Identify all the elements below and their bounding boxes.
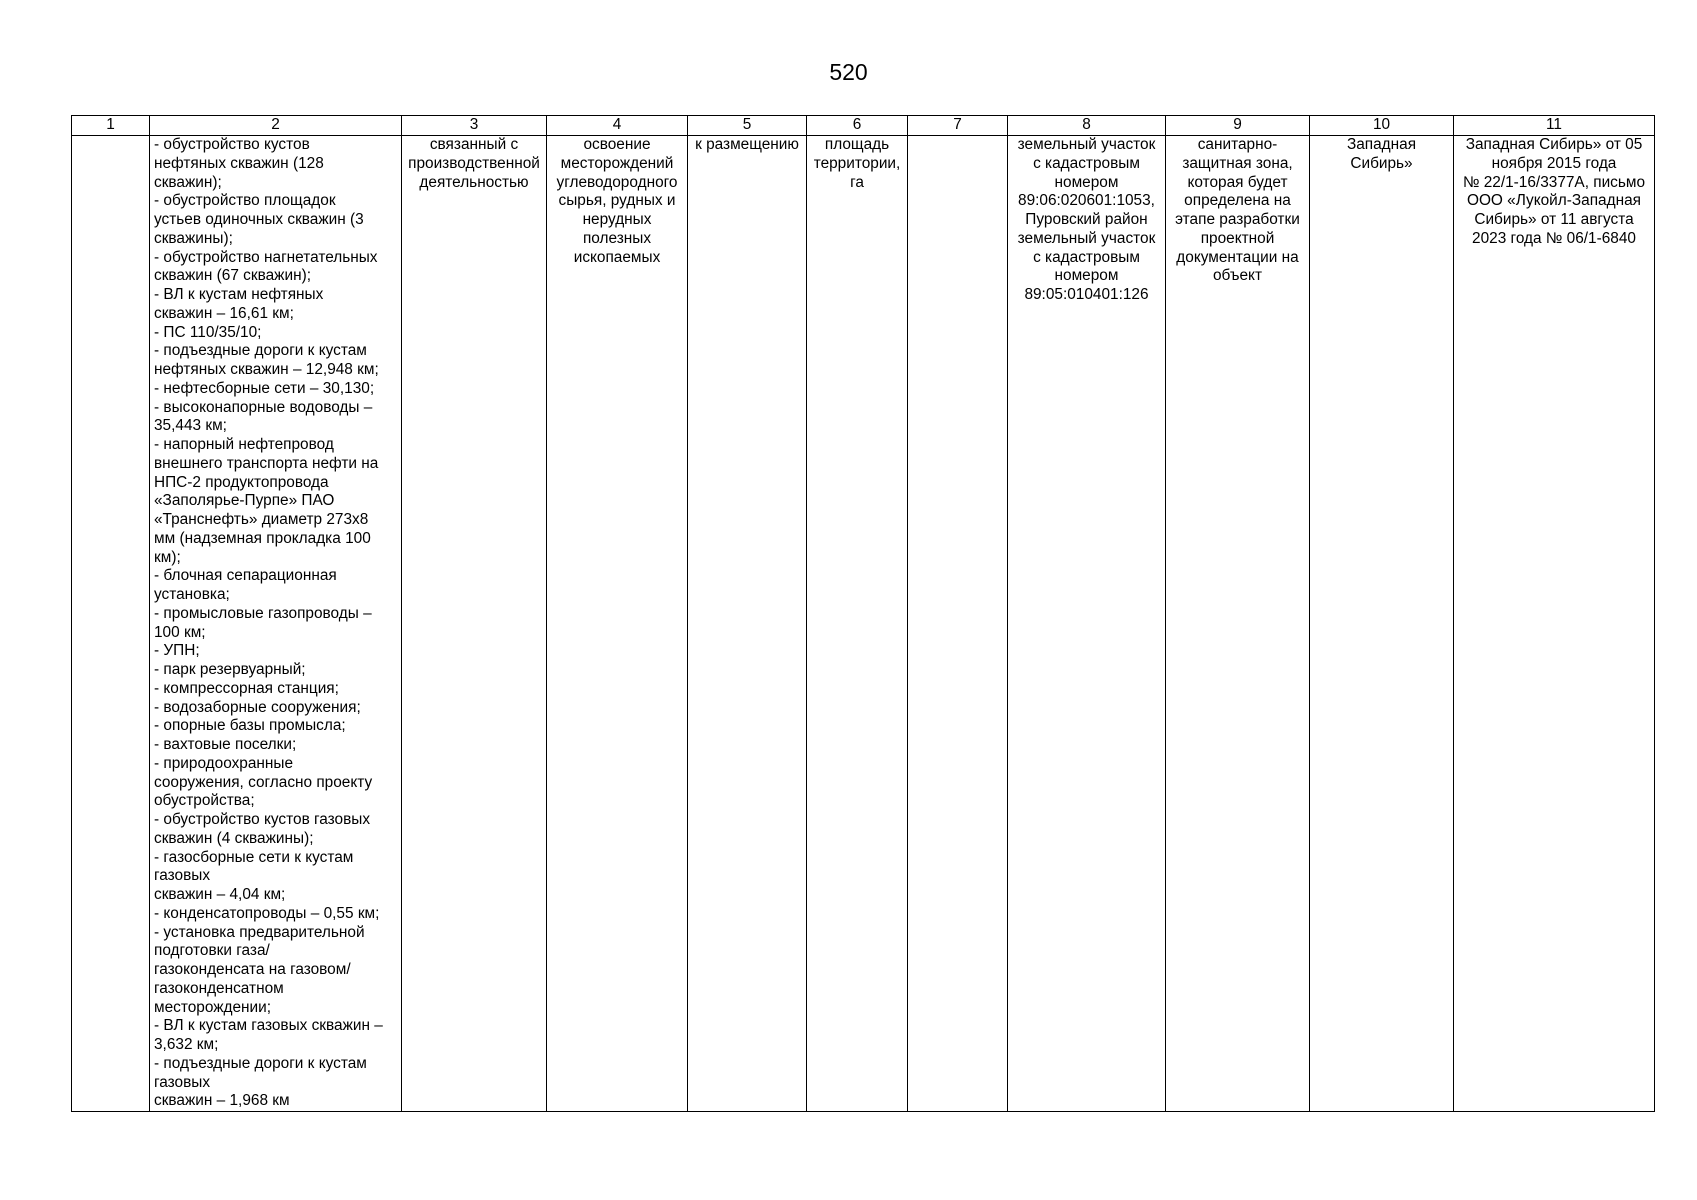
- cell-line: Сибирь» от 11 августа: [1474, 211, 1634, 228]
- cell-line: месторождении;: [154, 998, 272, 1016]
- cell-line: 35,443 км;: [154, 417, 227, 435]
- cell-line: с кадастровым: [1033, 154, 1140, 172]
- cell-line: «Заполярье-Пурпе» ПАО: [154, 492, 335, 510]
- cell-line: 89:06:020601:1053,: [1018, 192, 1155, 210]
- cell-line: скважин (4 скважины);: [154, 829, 314, 847]
- cell-line: га: [850, 173, 864, 191]
- cell-line: газоконденсатном: [154, 979, 284, 997]
- cell-col2: [150, 136, 402, 1112]
- cell-line: ноября 2015 года: [1491, 154, 1617, 172]
- cell-line: - парк резервуарный;: [154, 661, 306, 678]
- cell-line: - установка предварительной: [154, 923, 365, 941]
- cell-line: - обустройство кустов газовых: [154, 811, 371, 828]
- cell-line: - ПС 110/35/10;: [154, 323, 262, 341]
- cell-line: ископаемых: [573, 248, 661, 266]
- cell-line: ООО «Лукойл-Западная: [1466, 192, 1641, 210]
- cell-line: мм (надземная прокладка 100: [154, 529, 371, 547]
- cell-line: которая будет: [1187, 173, 1288, 191]
- cell-line: скважины);: [154, 229, 233, 247]
- cell-col4: [547, 136, 688, 1112]
- column-header: 10: [1310, 116, 1454, 136]
- column-header: 1: [72, 116, 150, 136]
- column-header: 3: [402, 116, 547, 136]
- cell-line: скважин – 1,968 км: [154, 1092, 290, 1110]
- cell-line: - конденсатопроводы – 0,55 км;: [154, 904, 380, 922]
- column-header: 2: [150, 116, 402, 136]
- cell-line: - напорный нефтепровод: [154, 436, 334, 453]
- cell-line: - нефтесборные сети – 30,130;: [154, 379, 375, 397]
- cell-line: - газосборные сети к кустам: [154, 848, 354, 866]
- cell-line: - водозаборные сооружения;: [154, 698, 361, 716]
- cell-line: защитная зона,: [1182, 154, 1293, 172]
- cell-line: сырья, рудных и: [558, 192, 676, 210]
- cell-line: - ВЛ к кустам нефтяных: [154, 286, 324, 303]
- cell-line: НПС-2 продуктопровода: [154, 473, 329, 491]
- cell-line: - обустройство кустов: [154, 136, 310, 153]
- cell-line: - подъездные дороги к кустам: [154, 342, 367, 360]
- cell-line: газовых: [154, 1073, 211, 1091]
- cell-line: 100 км;: [154, 623, 206, 641]
- cell-line: 3,632 км;: [154, 1036, 219, 1053]
- cell-line: площадь: [824, 136, 890, 153]
- cell-line: номером: [1054, 173, 1119, 191]
- table-row: [72, 136, 1655, 1112]
- cell-line: - природоохранные: [154, 754, 294, 772]
- cell-line: земельный участок: [1017, 229, 1156, 247]
- cell-col11: [1454, 136, 1655, 1112]
- page-number: 520: [829, 59, 868, 85]
- cell-line: - обустройство нагнетательных: [154, 248, 378, 266]
- cell-line: углеводородного: [556, 173, 678, 191]
- cell-line: проектной: [1200, 229, 1275, 247]
- cell-line: земельный участок: [1017, 136, 1156, 153]
- cell-line: - компрессорная станция;: [154, 679, 339, 697]
- cell-line: объект: [1213, 267, 1262, 285]
- cell-line: скважин – 4,04 км;: [154, 886, 286, 903]
- cell-line: связанный с: [429, 136, 519, 153]
- cell-line: скважин – 16,61 км;: [154, 304, 294, 322]
- cell-line: - блочная сепарационная: [154, 567, 337, 585]
- cell-col5: [688, 136, 807, 1112]
- cell-line: - ВЛ к кустам газовых скважин –: [154, 1017, 383, 1035]
- cell-line: - вахтовые поселки;: [154, 736, 297, 753]
- cell-line: газовых: [154, 867, 211, 885]
- cell-line: «Транснефть» диаметр 273х8: [154, 511, 369, 528]
- cell-line: номером: [1054, 267, 1119, 285]
- column-header: 5: [688, 116, 807, 136]
- cell-line: обустройства;: [154, 792, 255, 810]
- cell-line: санитарно-: [1197, 136, 1278, 153]
- cell-line: к размещению: [695, 136, 799, 153]
- cell-line: производственной: [408, 154, 540, 172]
- cell-line: определена на: [1184, 192, 1291, 210]
- cell-line: подготовки газа/: [154, 942, 270, 960]
- column-header: 6: [807, 116, 908, 136]
- cell-col10: [1310, 136, 1454, 1112]
- cell-line: - опорные базы промысла;: [154, 717, 346, 735]
- column-header: 7: [908, 116, 1008, 136]
- cell-line: сооружения, согласно проекту: [154, 773, 373, 791]
- column-header: 9: [1166, 116, 1310, 136]
- column-header: 4: [547, 116, 688, 136]
- cell-line: внешнего транспорта нефти на: [154, 454, 379, 472]
- column-header: 8: [1008, 116, 1166, 136]
- cell-line: 89:05:010401:126: [1024, 286, 1149, 303]
- cell-line: нерудных: [582, 211, 652, 228]
- cell-line: документации на: [1176, 248, 1299, 266]
- cell-line: Западная Сибирь» от 05: [1465, 136, 1643, 153]
- cell-line: 2023 года № 06/1-6840: [1472, 229, 1636, 247]
- cell-line: этапе разработки: [1175, 211, 1300, 228]
- cell-line: с кадастровым: [1033, 248, 1140, 266]
- cell-line: - промысловые газопроводы –: [154, 604, 372, 622]
- cell-line: скважин);: [154, 173, 222, 191]
- cell-line: территории,: [813, 154, 901, 172]
- cell-col9: [1166, 136, 1310, 1112]
- cell-col7: [908, 136, 1008, 1112]
- column-header: 11: [1454, 116, 1655, 136]
- cell-line: - подъездные дороги к кустам: [154, 1054, 367, 1072]
- cell-col3: [402, 136, 547, 1112]
- cell-line: Пуровский район: [1025, 211, 1148, 228]
- cell-line: нефтяных скважин – 12,948 км;: [154, 361, 379, 378]
- cell-line: Сибирь»: [1350, 154, 1413, 172]
- cell-col6: [807, 136, 908, 1112]
- cell-col8: [1008, 136, 1166, 1112]
- cell-line: месторождений: [560, 154, 674, 172]
- header-row: [72, 116, 1655, 136]
- cell-line: нефтяных скважин (128: [154, 154, 324, 172]
- cell-line: полезных: [582, 229, 652, 247]
- cell-line: № 22/1-16/3377А, письмо: [1462, 173, 1646, 191]
- data-table: [71, 115, 1655, 1112]
- cell-line: установка;: [154, 586, 230, 603]
- cell-line: газоконденсата на газовом/: [154, 961, 351, 978]
- cell-line: - УПН;: [154, 642, 200, 660]
- cell-line: скважин (67 скважин);: [154, 267, 311, 285]
- cell-line: деятельностью: [419, 173, 529, 191]
- cell-line: Западная: [1346, 136, 1417, 153]
- cell-line: - обустройство площадок: [154, 192, 336, 210]
- cell-col1: [72, 136, 150, 1112]
- cell-line: освоение: [583, 136, 651, 153]
- cell-line: км);: [154, 548, 181, 566]
- cell-line: - высоконапорные водоводы –: [154, 398, 373, 416]
- cell-line: устьев одиночных скважин (3: [154, 211, 364, 228]
